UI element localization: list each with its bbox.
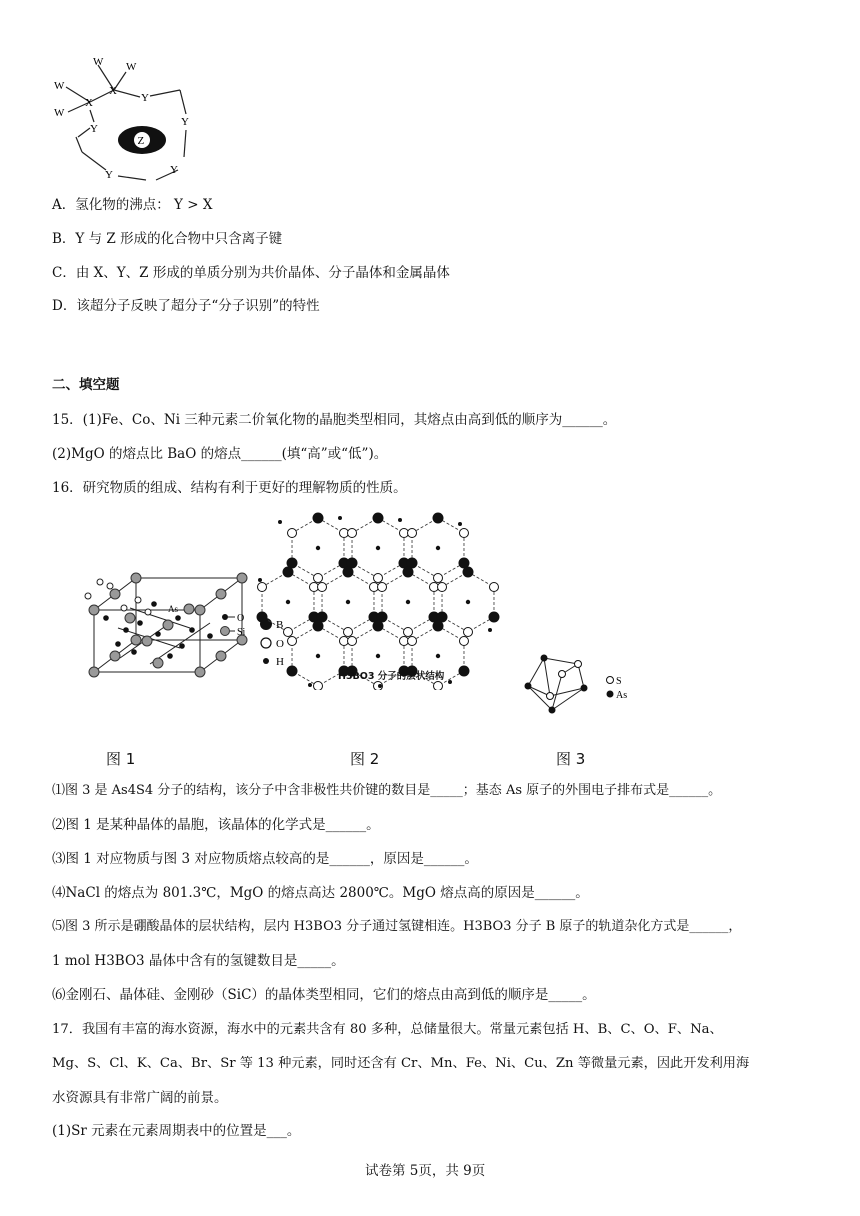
figure-2-h3bo3-layer	[250, 510, 500, 690]
atom-x-2: X	[85, 97, 93, 109]
section-title: 二、填空题	[52, 377, 120, 393]
q16-item-5: ⑸图 3 所示是硼酸晶体的层状结构，层内 H3BO3 分子通过氢键相连。H3BO3 分子 B 原子的轨道杂化方式是______，	[52, 919, 742, 934]
fig2-legend-h: H	[276, 656, 284, 668]
atom-w-4: W	[54, 107, 65, 119]
atom-y-2: Y	[90, 123, 98, 135]
atom-w-3: W	[54, 80, 65, 92]
q17-line-1: 17．我国有丰富的海水资源，海水中的元素共含有 80 多种，总储量很大。常量元素包括 H、B、C、O、F、Na、	[52, 1022, 723, 1037]
q16-item-2: ⑵图 1 是某种晶体的晶胞，该晶体的化学式是______。	[52, 817, 380, 833]
atom-y-3: Y	[181, 116, 189, 128]
atom-y-4: Y	[170, 164, 178, 176]
fig3-legend-s: S	[616, 676, 622, 687]
q17-line-2: Mg、S、Cl、K、Ca、Br、Sr 等 13 种元素，同时还含有 Cr、Mn、Fe、Ni、Cu、Zn 等微量元素，因此开发利用海	[52, 1056, 750, 1071]
figure-3-as4s4	[518, 652, 638, 718]
q14-option-b: B．Y 与 Z 形成的化合物中只含离子键	[52, 231, 283, 247]
atom-w-1: W	[93, 56, 104, 68]
q16-intro: 16．研究物质的组成、结构有利于更好的理解物质的性质。	[52, 480, 407, 496]
fig2-legend-b: B	[276, 619, 284, 631]
fig2-structure-label: H3BO3 分子的层状结构	[338, 671, 445, 682]
q16-item-6: ⑹金刚石、晶体硅、金刚砂（SiC）的晶体类型相同，它们的熔点由高到低的顺序是_____。	[52, 987, 596, 1003]
atom-x-1: X	[109, 85, 117, 97]
figure-1-legend	[218, 610, 254, 640]
atom-y-1: Y	[141, 92, 149, 104]
q14-option-d: D．该超分子反映了超分子“分子识别”的特性	[52, 298, 320, 314]
q14-option-c: C．由 X、Y、Z 形成的单质分别为共价晶体、分子晶体和金属晶体	[52, 265, 450, 281]
q16-item-5-cont: 1 mol H3BO3 晶体中含有的氢键数目是_____。	[52, 953, 345, 969]
figure-2-caption: 图 2	[350, 750, 380, 768]
fig1-as-label: As	[168, 604, 179, 614]
q16-item-3: ⑶图 1 对应物质与图 3 对应物质熔点较高的是______，原因是______。	[52, 851, 478, 867]
supramolecule-figure	[48, 52, 208, 192]
q17-line-3: 水资源具有非常广阔的前景。	[52, 1090, 228, 1106]
q17-line-4: (1)Sr 元素在元素周期表中的位置是___。	[52, 1123, 301, 1139]
q16-item-4: ⑷NaCl 的熔点为 801.3℃，MgO 的熔点高达 2800℃。MgO 熔点高的原因是______。	[52, 885, 589, 901]
q16-item-1: ⑴图 3 是 As4S4 分子的结构，该分子中含非极性共价键的数目是_____；基态 As 原子的外围电子排布式是______。	[52, 783, 722, 798]
atom-y-5: Y	[105, 169, 113, 181]
atom-z: Z	[137, 135, 145, 147]
figure-3-caption: 图 3	[556, 750, 586, 768]
fig1-legend-o: O	[237, 613, 245, 624]
figure-1-caption: 图 1	[106, 750, 136, 768]
page-footer: 试卷第 5页，共 9页	[365, 1163, 486, 1179]
q15-line-2: (2)MgO 的熔点比 BaO 的熔点______(填“高”或“低”)。	[52, 446, 388, 462]
atom-w-2: W	[126, 61, 137, 73]
q15-line-1: 15．(1)Fe、Co、Ni 三种元素二价氧化物的晶胞类型相同，其熔点由高到低的顺序为______。	[52, 412, 617, 428]
q14-option-a: A．氢化物的沸点： Y > X	[52, 197, 213, 213]
fig1-legend-si: Si	[237, 627, 246, 638]
fig2-legend-o: O	[276, 638, 284, 650]
fig3-legend-as: As	[616, 690, 628, 701]
